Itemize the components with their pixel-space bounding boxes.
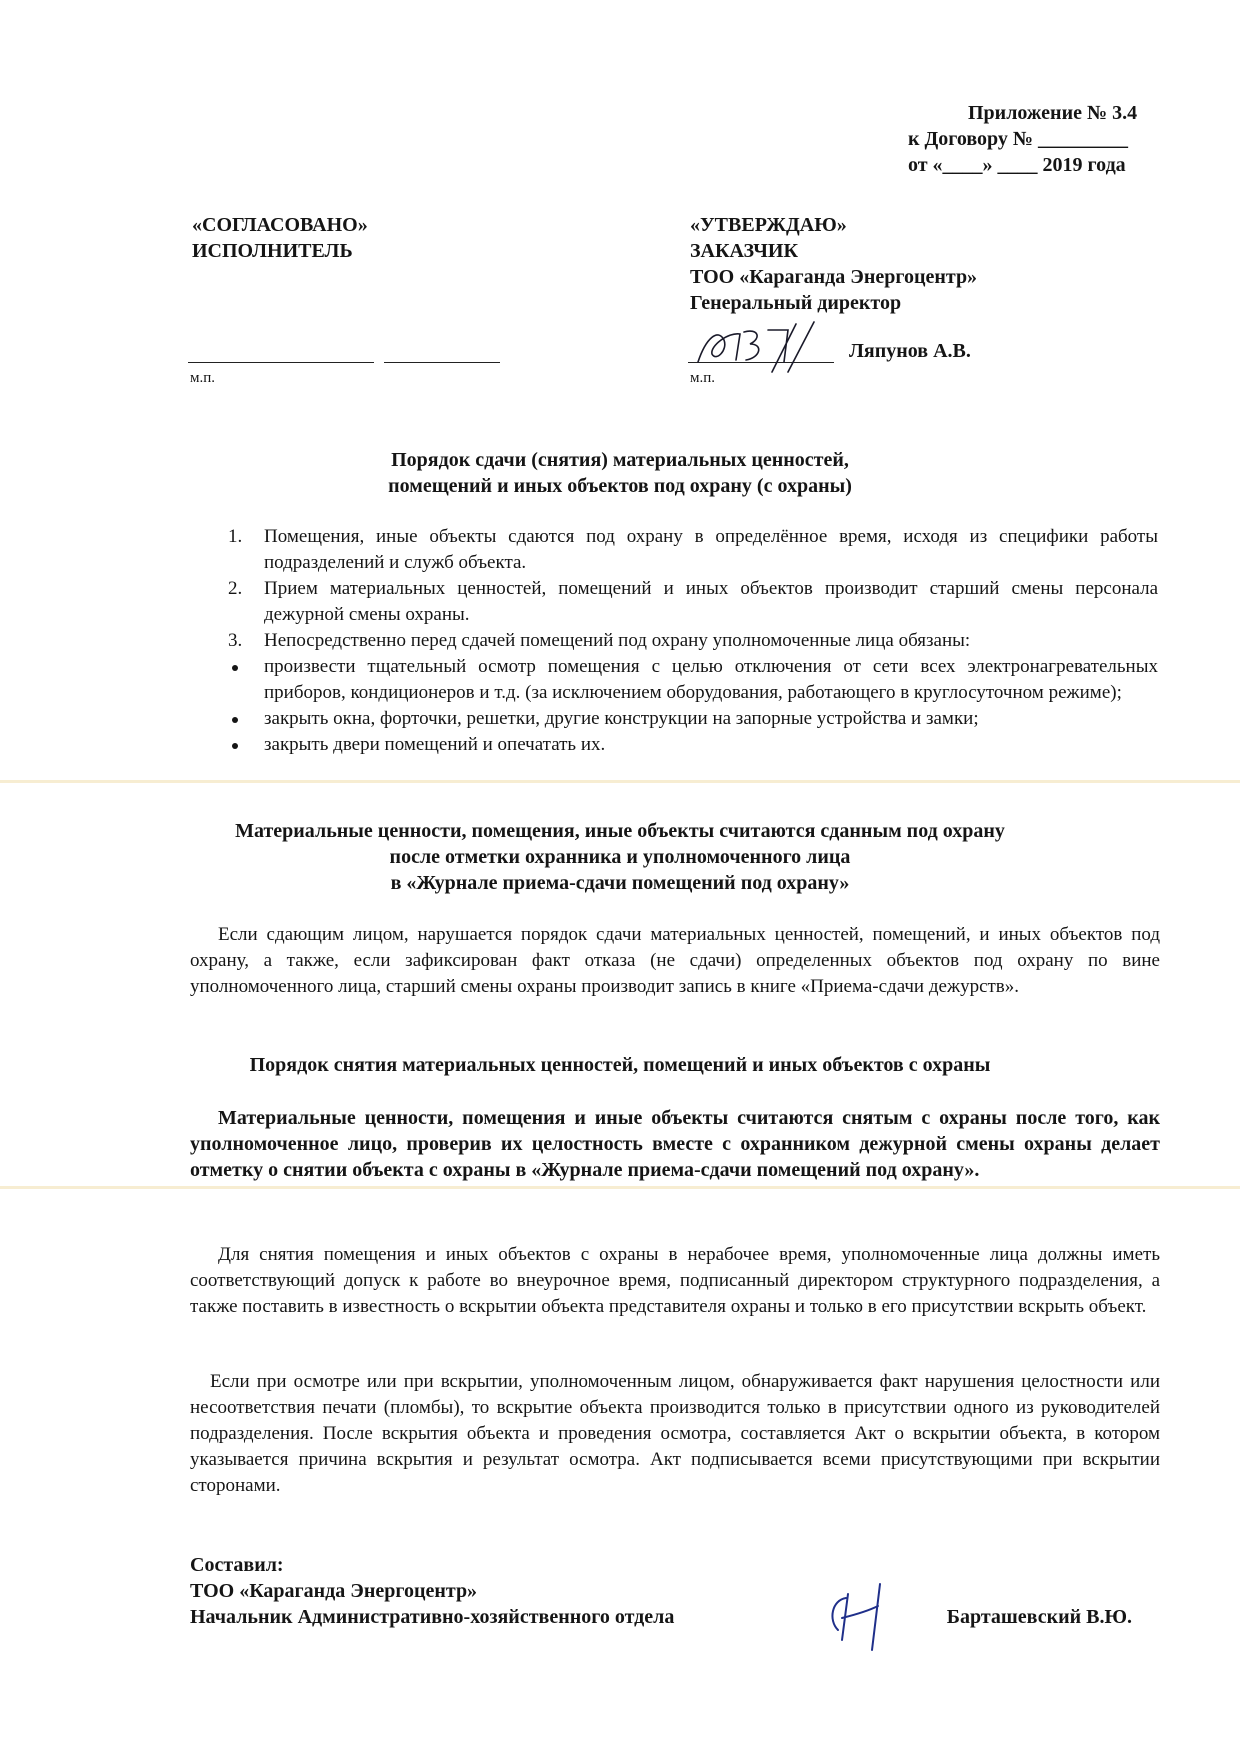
item-number: 3.	[228, 630, 243, 651]
list-item	[228, 628, 1158, 654]
procedure-list	[228, 524, 1158, 758]
compiled-by-block	[190, 1552, 1170, 1630]
item-number: 2.	[228, 578, 243, 599]
list-item	[228, 576, 1158, 628]
item-number: 1.	[228, 526, 243, 547]
bullet-item	[228, 732, 1158, 758]
bullet-text: закрыть двери помещений и опечатать их.	[264, 734, 606, 755]
bullet-icon	[232, 717, 238, 723]
customer-position: Генеральный директор	[690, 292, 902, 314]
agreed-block	[192, 212, 522, 264]
title-line-2: помещений и иных объектов под охрану (с охраны)	[388, 475, 852, 497]
title-line-1: Порядок сдачи (снятия) материальных ценностей,	[391, 449, 849, 471]
bullet-icon	[232, 743, 238, 749]
executor-label: ИСПОЛНИТЕЛЬ	[192, 240, 353, 262]
item-text: Прием материальных ценностей, помещений и иных объектов производит старший смены персонала дежурной смены охраны.	[264, 578, 1158, 625]
contract-date: от «____» ____ 2019 года	[908, 154, 1126, 176]
executor-stamp-label: м.п.	[190, 370, 216, 386]
compiler-name: Барташевский В.Ю.	[946, 1606, 1132, 1628]
agreed-label: «СОГЛАСОВАНО»	[192, 214, 368, 236]
appendix-header	[860, 100, 1160, 178]
list-item	[228, 524, 1158, 576]
customer-stamp-label: м.п.	[690, 370, 716, 386]
compiler-role: Начальник Административно-хозяйственного отдела	[190, 1606, 675, 1628]
scan-artifact	[0, 1186, 1240, 1189]
bullet-text: произвести тщательный осмотр помещения с целью отключения от сети всех электронагревательных приборов, кондиционеров и т.д. (за исключением оборудования, работающего в круглосуточном режиме);	[264, 656, 1158, 703]
bullet-text: закрыть окна, форточки, решетки, другие конструкции на запорные устройства и замки;	[264, 708, 979, 729]
section-line-1: Материальные ценности, помещения, иные объекты считаются сданным под охрану	[235, 820, 1005, 842]
item-text: Помещения, иные объекты сдаются под охрану в определённое время, исходя из специфики работы подразделений и служб объекта.	[264, 526, 1158, 573]
appendix-number: Приложение № 3.4	[968, 102, 1138, 124]
paragraph-seal-breach: Если при осмотре или при вскрытии, уполномоченным лицом, обнаруживается факт нарушения целостности или несоответствия печати (пломбы), то вскрытие объекта производится только в присутствии одного из руководителей подразделения. После вскрытия объекта и проведения осмотра, составляется Акт о вскрытии объекта, в котором указывается причина вскрытия и результат осмотра. Акт подписывается всеми присутствующими при вскрытии сторонами.	[190, 1371, 1160, 1496]
document-title	[190, 447, 1050, 499]
section-line-3: в «Журнале приема-сдачи помещений под охрану»	[390, 872, 850, 894]
contract-number: к Договору № _________	[908, 128, 1128, 150]
paragraph-after-hours: Для снятия помещения и иных объектов с охраны в нерабочее время, уполномоченные лица должны иметь соответствующий допуск к работе во внеурочное время, подписанный директором структурного подразделения, а также поставить в известность о вскрытии объекта представителя охраны и только в его присутствии вскрыть объект.	[190, 1244, 1160, 1317]
director-signature	[688, 318, 838, 374]
bullet-item	[228, 706, 1158, 732]
section-handover-heading	[190, 818, 1050, 896]
customer-signer: Ляпунов А.В.	[849, 340, 971, 362]
name-line	[384, 340, 500, 363]
customer-label: ЗАКАЗЧИК	[690, 240, 798, 262]
paragraph-removal-rule: Материальные ценности, помещения и иные объекты считаются снятым с охраны после того, как уполномоченное лицо, проверив их целостность вместе с охранником дежурной смены охраны делает отметку о снятии объекта с охраны в «Журнале приема-сдачи помещений под охрану».	[190, 1107, 1160, 1181]
section-removal-heading: Порядок снятия материальных ценностей, помещений и иных объектов с охраны	[249, 1054, 991, 1076]
compiler-org: ТОО «Караганда Энергоцентр»	[190, 1580, 478, 1602]
bullet-item	[228, 654, 1158, 706]
signature-line	[188, 340, 374, 363]
paragraph-violation: Если сдающим лицом, нарушается порядок сдачи материальных ценностей, помещений, и иных объектов под охрану, а также, если зафиксирован факт отказа (не сдачи) определенных объектов под охрану по вине уполномоченного лица, старший смены охраны производит запись в книге «Приема-сдачи дежурств».	[190, 924, 1160, 997]
approve-label: «УТВЕРЖДАЮ»	[690, 214, 847, 236]
item-text: Непосредственно перед сдачей помещений под охрану уполномоченные лица обязаны:	[264, 630, 971, 651]
executor-signature-line	[188, 340, 500, 368]
compiler-role-row	[190, 1604, 1170, 1630]
customer-org: ТОО «Караганда Энергоцентр»	[690, 266, 978, 288]
bullet-icon	[232, 665, 238, 671]
scan-artifact	[0, 780, 1240, 783]
compiler-signature	[818, 1580, 908, 1652]
section-line-2: после отметки охранника и уполномоченного лица	[389, 846, 851, 868]
approve-block	[690, 212, 1110, 316]
compiled-label: Составил:	[190, 1554, 284, 1576]
